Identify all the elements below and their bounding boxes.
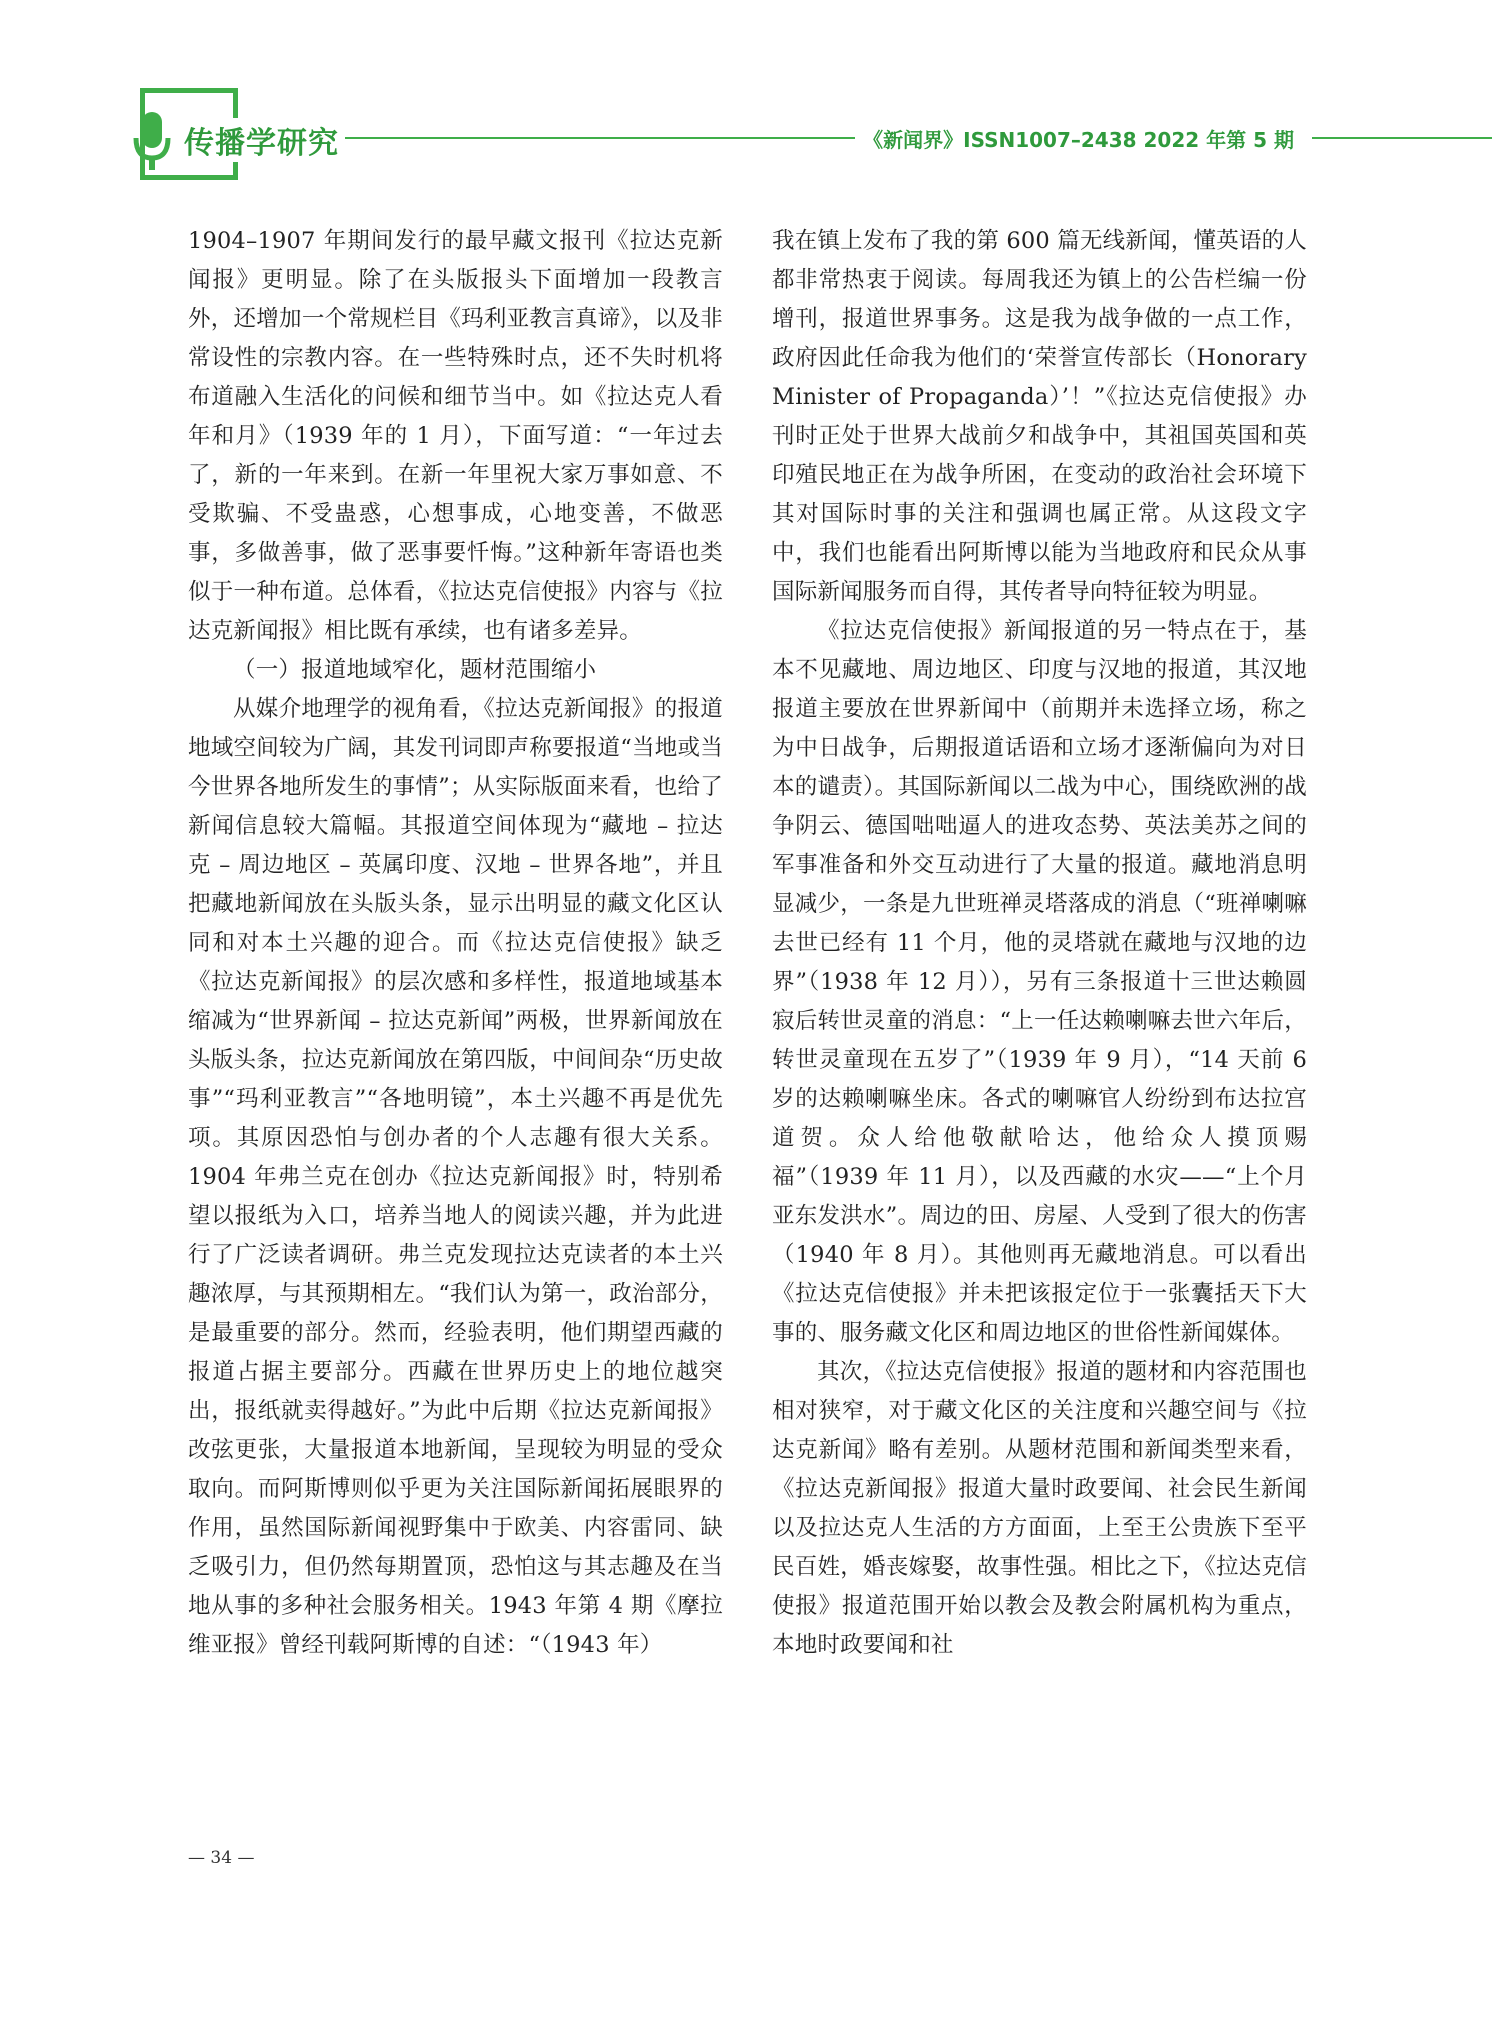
subsection-heading: （一）报道地域窄化，题材范围缩小: [233, 657, 597, 683]
paragraph: 1904–1907 年期间发行的最早藏文报刊《拉达克新闻报》更明显。除了在头版报头下面增加一段教言外，还增加一个常规栏目《玛利亚教言真谛》，以及非常设性的宗教内容。在一些特殊时点，还不失时机将布道融入生活化的问候和细节当中。如《拉达克人看年和月》（1939 年的 1 月），下面写道：“一年过去了，新的一年来到。在新一年里祝大家万事如意、不受欺骗、不受蛊惑，心想事成，心地变善，不做恶事，多做善事，做了恶事要忏悔。”这种新年寄语也类似于一种布道。总体看，《拉达克信使报》内容与《拉达克新闻报》相比既有承续，也有诸多差异。: [188, 228, 723, 644]
left-column: [188, 222, 723, 1665]
paragraph: 我在镇上发布了我的第 600 篇无线新闻，懂英语的人都非常热衷于阅读。每周我还为镇上的公告栏编一份增刊，报道世界事务。这是我为战争做的一点工作，政府因此任命我为他们的‘荣誉宣传部长（Honorary Minister of Propaganda）’！”《拉达克信使报》办刊时正处于世界大战前夕和战争中，其祖国英国和英印殖民地正在为战争所困，在变动的政治社会环境下其对国际时事的关注和强调也属正常。从这段文字中，我们也能看出阿斯博以能为当地政府和民众从事国际新闻服务而自得，其传者导向特征较为明显。: [772, 228, 1307, 605]
section-title: 传播学研究: [180, 118, 345, 162]
paragraph: 从媒介地理学的视角看，《拉达克新闻报》的报道地域空间较为广阔，其发刊词即声称要报道“当地或当今世界各地所发生的事情”；从实际版面来看，也给了新闻信息较大篇幅。其报道空间体现为“藏地 – 拉达克 – 周边地区 – 英属印度、汉地 – 世界各地”，并且把藏地新闻放在头版头条，显示出明显的藏文化区认同和对本土兴趣的迎合。而《拉达克信使报》缺乏《拉达克新闻报》的层次感和多样性，报道地域基本缩减为“世界新闻 – 拉达克新闻”两极，世界新闻放在头版头条，拉达克新闻放在第四版，中间间杂“历史故事”“玛利亚教言”“各地明镜”，本土兴趣不再是优先项。其原因恐怕与创办者的个人志趣有很大关系。1904 年弗兰克在创办《拉达克新闻报》时，特别希望以报纸为入口，培养当地人的阅读兴趣，并为此进行了广泛读者调研。弗兰克发现拉达克读者的本土兴趣浓厚，与其预期相左。“我们认为第一，政治部分，是最重要的部分。然而，经验表明，他们期望西藏的报道占据主要部分。西藏在世界历史上的地位越突出，报纸就卖得越好。”为此中后期《拉达克新闻报》改弦更张，大量报道本地新闻，呈现较为明显的受众取向。而阿斯博则似乎更为关注国际新闻拓展眼界的作用，虽然国际新闻视野集中于欧美、内容雷同、缺乏吸引力，但仍然每期置顶，恐怕这与其志趣及在当地从事的多种社会服务相关。1943 年第 4 期《摩拉维亚报》曾经刊载阿斯博的自述：“（1943 年）: [188, 696, 723, 1658]
page-number: — 34 —: [188, 1848, 255, 1868]
right-column: [772, 222, 1307, 1665]
header-rule-left: [345, 137, 915, 139]
paragraph: 《拉达克信使报》新闻报道的另一特点在于，基本不见藏地、周边地区、印度与汉地的报道，其汉地报道主要放在世界新闻中（前期并未选择立场，称之为中日战争，后期报道话语和立场才逐渐偏向为对日本的谴责）。其国际新闻以二战为中心，围绕欧洲的战争阴云、德国咄咄逼人的进攻态势、英法美苏之间的军事准备和外交互动进行了大量的报道。藏地消息明显减少，一条是九世班禅灵塔落成的消息（“班禅喇嘛去世已经有 11 个月，他的灵塔就在藏地与汉地的边界”（1938 年 12 月）），另有三条报道十三世达赖圆寂后转世灵童的消息：“上一任达赖喇嘛去世六年后，转世灵童现在五岁了”（1939 年 9 月），“14 天前 6 岁的达赖喇嘛坐床。各式的喇嘛官人纷纷到布达拉宫道贺。众人给他敬献哈达，他给众人摸顶赐福”（1939 年 11 月），以及西藏的水灾——“上个月亚东发洪水”。周边的田、房屋、人受到了很大的伤害（1940 年 8 月）。其他则再无藏地消息。可以看出《拉达克信使报》并未把该报定位于一张囊括天下大事的、服务藏文化区和周边地区的世俗性新闻媒体。: [772, 618, 1307, 1346]
microphone-icon: [132, 112, 172, 172]
journal-info: 《新闻界》ISSN1007–2438 2022 年第 5 期: [855, 124, 1302, 153]
header-rule-right: [1312, 137, 1492, 139]
paragraph: 其次，《拉达克信使报》报道的题材和内容范围也相对狭窄，对于藏文化区的关注度和兴趣空间与《拉达克新闻》略有差别。从题材范围和新闻类型来看，《拉达克新闻报》报道大量时政要闻、社会民生新闻以及拉达克人生活的方方面面，上至王公贵族下至平民百姓，婚丧嫁娶，故事性强。相比之下，《拉达克信使报》报道范围开始以教会及教会附属机构为重点，本地时政要闻和社: [772, 1359, 1307, 1658]
